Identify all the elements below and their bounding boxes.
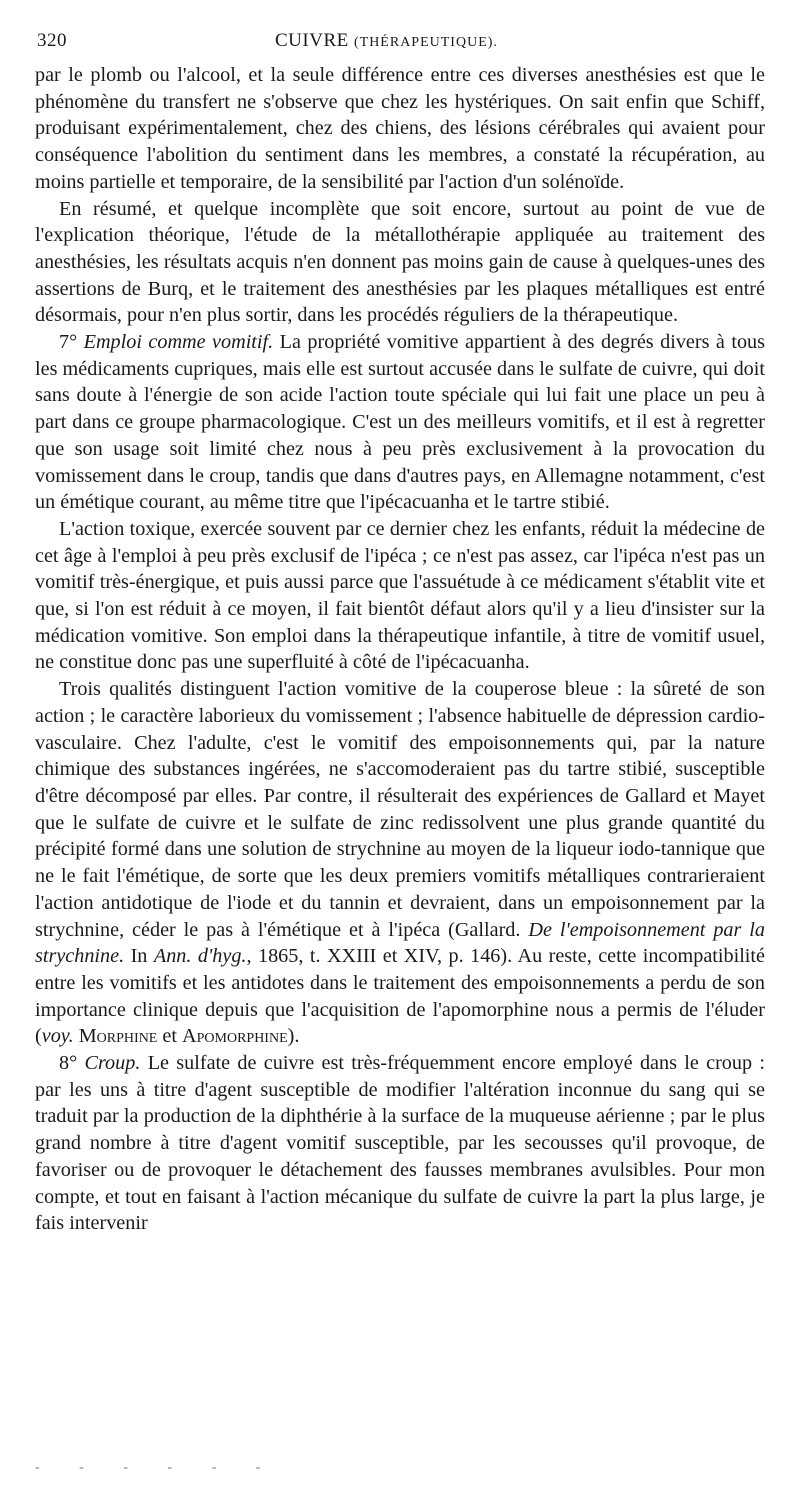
voy-abbrev: voy. bbox=[41, 1025, 74, 1048]
running-title bbox=[275, 30, 498, 52]
scan-artifact-marks: - - - - - - bbox=[35, 1460, 279, 1475]
section-number-8: 8° bbox=[59, 1052, 85, 1075]
paragraph-5-text-d: et bbox=[157, 1025, 183, 1048]
cross-ref-apomorphine: Apomorphine bbox=[182, 1025, 288, 1048]
body-text bbox=[35, 62, 765, 1237]
paragraph-5-text-b: In bbox=[124, 945, 154, 968]
paragraph-5-text-a: Trois qualités distinguent l'action vomitive de la couperose bleue : la sûreté de son action ; le caractère laborieux du vomissement ; l'absence habituelle de dépression cardio-vasculaire. Chez l'adulte, c'est le vomitif des empoisonnements qui, par la nature chimique des substances ingérées, ne s'accomoderaient pas du tartre stibié, susceptible d'être décomposé par elles. Par contre, il résulterait des expériences de Gallard et Mayet que le sulfate de cuivre et le sulfate de zinc redissolvent une plus grande quantité du précipité formé dans une solution de strychnine au moyen de la liqueur iodo-tannique que ne le fait l'émétique, de sorte que les deux premiers vomitifs métalliques contrarieraient l'action antidotique de l'iode et du tannin et devraient, dans un empoisonnement par la strychnine, céder le pas à l'émétique et à l'ipéca (Gallard. bbox=[35, 678, 765, 941]
paragraph-4: L'action toxique, exercée souvent par ce dernier chez les enfants, réduit la médecine de cet âge à l'emploi à peu près exclusif de l'ipéca ; ce n'est pas assez, car l'ipéca n'est pas un vomitif très-énergique, et puis aussi parce que l'assuétude à ce médicament s'établit vite et que, si l'on est réduit à ce moyen, il fait bientôt défaut alors qu'il y a lieu d'insister sur la médication vomitive. Son emploi dans la thérapeutique infantile, à titre de vomitif usuel, ne constitue donc pas une superfluité à côté de l'ipécacuanha. bbox=[35, 517, 765, 674]
paragraph-3-body: La propriété vomitive appartient à des degrés divers à tous les médicaments cupriques, mais elle est surtout accusée dans le sulfate de cuivre, qui doit sans doute à l'énergie de son acide l'action toute spéciale qui lui fait une place un peu à part dans ce groupe pharmacologique. C'est un des meilleurs vomitifs, et il est à regretter que son usage soit limité chez nous à peu près exclusivement à la provocation du vomissement dans le croup, tandis que dans d'autres pays, en Allemagne notamment, c'est un émétique courant, au même titre que l'ipécacuanha et le tartre stibié. bbox=[35, 331, 765, 514]
running-header bbox=[35, 28, 765, 62]
paragraph-6 bbox=[35, 1050, 765, 1237]
paragraph-5-text-c: , 1865, t. XXIII et XIV, p. 146). Au reste, cette incompatibilité entre les vomitifs et les antidotes dans le traitement des empoisonnements a perdu de son importance clinique depuis que l'acquisition de l'apomorphine nous a permis de l'éluder ( bbox=[35, 945, 765, 1048]
citation-title: De l'empoisonnement par la strychnine. bbox=[35, 918, 765, 968]
paragraph-5 bbox=[35, 676, 765, 1050]
paragraph-5-text-e: ). bbox=[287, 1025, 300, 1048]
running-title-main: CUIVRE bbox=[275, 30, 349, 51]
section-heading-vomitif: Emploi comme vomitif. bbox=[83, 331, 274, 354]
paragraph-1: par le plomb ou l'alcool, et la seule différence entre ces diverses anesthésies est que le phénomène du transfert ne s'observe que chez les hystériques. On sait enfin que Schiff, produisant expérimentalement, chez des chiens, des lésions cérébrales qui avaient pour conséquence l'abolition du sentiment dans les membres, a constaté la récupération, au moins partielle et temporaire, de la sensibilité par l'action d'un solénoïde. bbox=[35, 64, 765, 193]
section-number-7: 7° bbox=[59, 331, 84, 354]
paragraph-3 bbox=[35, 329, 765, 516]
page-number: 320 bbox=[37, 30, 67, 51]
citation-journal: Ann. d'hyg. bbox=[153, 945, 247, 968]
book-page bbox=[35, 28, 765, 1237]
paragraph-2: En résumé, et quelque incomplète que soit encore, surtout au point de vue de l'explication théorique, l'étude de la métallothérapie appliquée au traitement des anesthésies, les résultats acquis n'en donnent pas moins gain de cause à quelques-unes des assertions de Burq, et le traitement des anesthésies par les plaques métalliques est entré désormais, pour n'en plus sortir, dans les procédés réguliers de la thérapeutique. bbox=[35, 197, 765, 327]
cross-ref-morphine: Morphine bbox=[73, 1025, 158, 1048]
section-heading-croup: Croup. bbox=[84, 1052, 141, 1075]
running-title-sub: (THÉRAPEUTIQUE). bbox=[353, 35, 498, 50]
paragraph-6-body: Le sulfate de cuivre est très-fréquemment encore employé dans le croup : par les uns à titre d'agent susceptible de modifier l'altération inconnue du sang qui se traduit par la production de la diphthérie à la surface de la muqueuse aérienne ; par le plus grand nombre à titre d'agent vomitif susceptible, par les secousses qu'il provoque, de favoriser ou de provoquer le détachement des fausses membranes avulsibles. Pour mon compte, et tout en faisant à l'action mécanique du sulfate de cuivre la part la plus large, je fais intervenir bbox=[35, 1052, 765, 1235]
